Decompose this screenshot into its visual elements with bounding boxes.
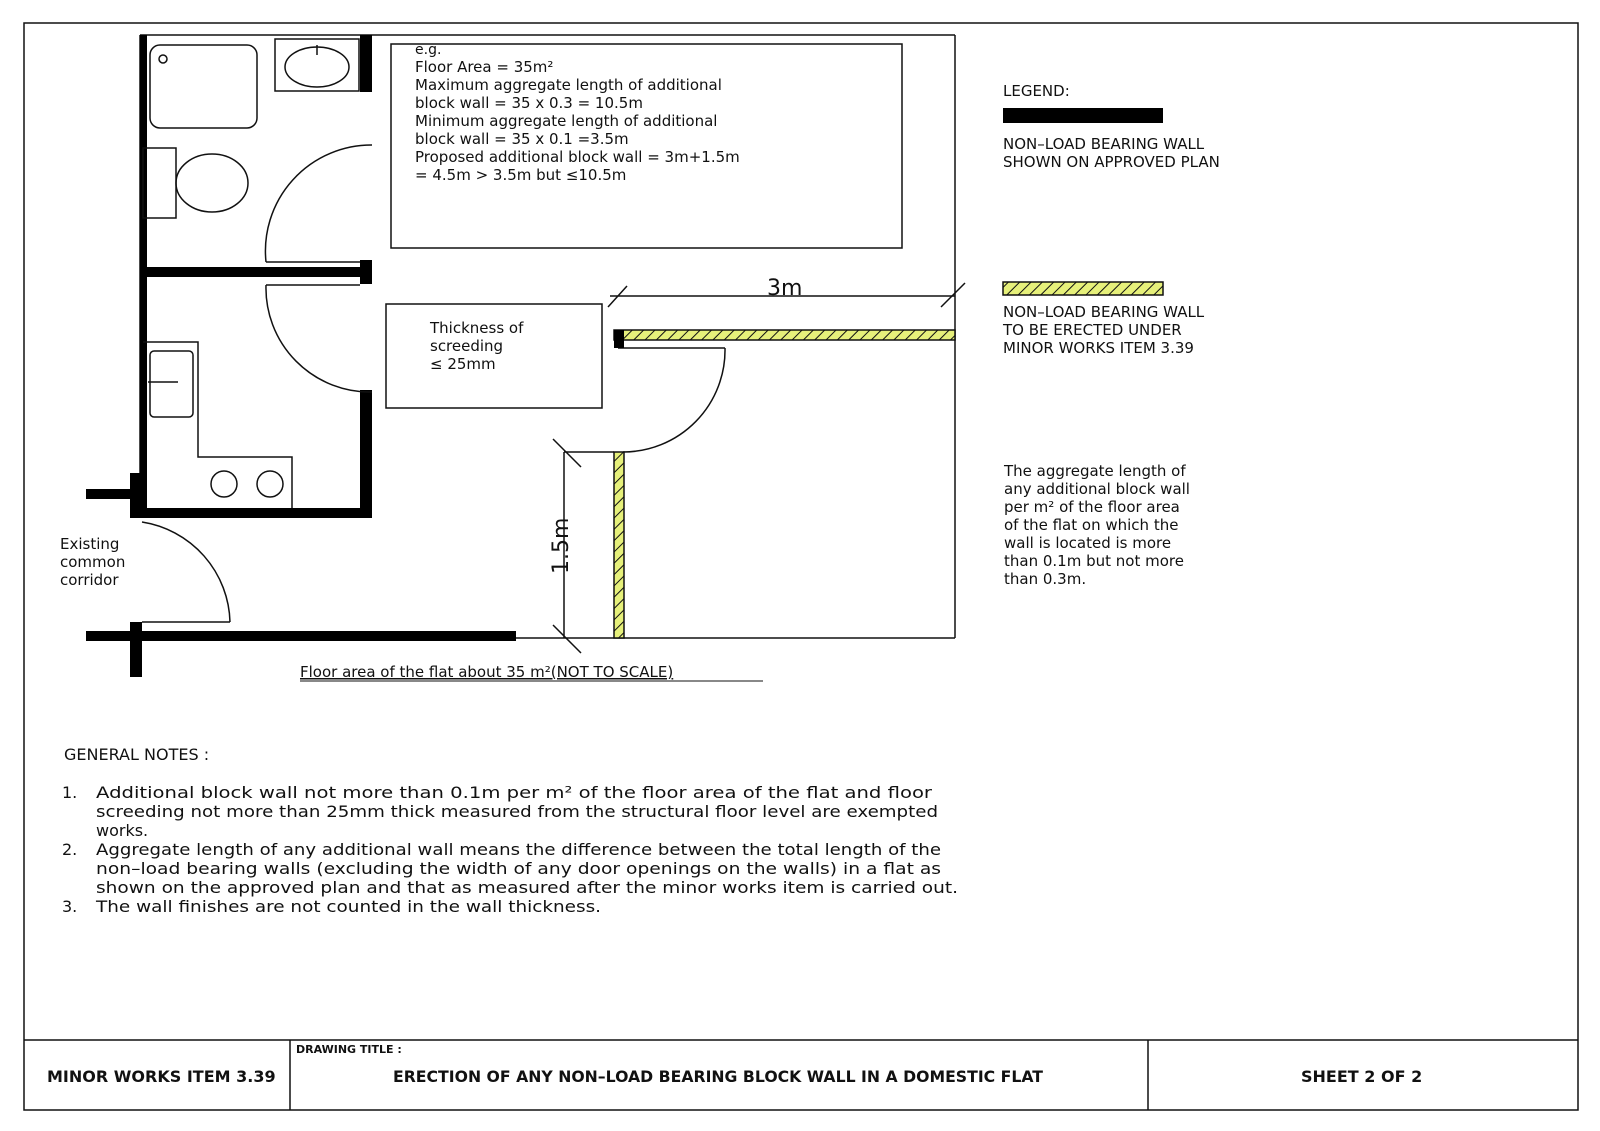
- note-number: 1.: [62, 783, 78, 802]
- note-number: 3.: [62, 897, 78, 916]
- new-wall-horizontal: [614, 330, 955, 340]
- svg-text:any additional block wall: any additional block wall: [1004, 480, 1190, 498]
- legend-existing-wall-swatch: [1003, 108, 1163, 123]
- svg-text:common: common: [60, 553, 126, 571]
- legend-new-wall-swatch: [1003, 282, 1163, 295]
- calc-line: block wall = 35 x 0.1 =3.5m: [415, 130, 629, 148]
- screeding-line: Thickness of: [430, 319, 524, 337]
- corridor-label: [60, 535, 125, 589]
- calc-line: e.g.: [415, 42, 442, 58]
- drawing-title-label: DRAWING TITLE :: [296, 1043, 402, 1056]
- general-notes-title: GENERAL NOTES :: [64, 745, 210, 764]
- legend-new-line: TO BE ERECTED UNDER: [1003, 321, 1182, 339]
- legend-existing-line: SHOWN ON APPROVED PLAN: [1003, 153, 1220, 171]
- note-line: The wall finishes are not counted in the wall thickness.: [94, 897, 601, 916]
- note-line: Aggregate length of any additional wall means the difference between the total length of the: [96, 840, 941, 859]
- legend-existing-line: NON–LOAD BEARING WALL: [1003, 135, 1205, 153]
- door-swings: [142, 145, 725, 622]
- dimension-1.5m-label: 1.5m: [549, 517, 574, 574]
- hob-ring: [211, 471, 237, 497]
- calc-line: Proposed additional block wall = 3m+1.5m: [415, 148, 740, 166]
- svg-text:than 0.3m.: than 0.3m.: [1004, 570, 1087, 588]
- legend-new-line: NON–LOAD BEARING WALL: [1003, 303, 1205, 321]
- svg-text:The aggregate length of: The aggregate length of: [1004, 462, 1186, 480]
- existing-wall-stub: [614, 330, 624, 348]
- svg-text:Existing: Existing: [60, 535, 120, 553]
- legend-note: [1003, 462, 1190, 588]
- svg-text:of the flat on which the: of the flat on which the: [1004, 516, 1179, 534]
- kitchen-fixtures: [143, 342, 292, 508]
- sheet-number: SHEET 2 OF 2: [1301, 1067, 1423, 1086]
- calc-line: Floor Area = 35m²: [415, 58, 554, 76]
- note-line: works.: [96, 821, 149, 840]
- legend-new-line: MINOR WORKS ITEM 3.39: [1003, 339, 1194, 357]
- svg-text:than 0.1m but not more: than 0.1m but not more: [1004, 552, 1184, 570]
- sheet-border: [24, 23, 1578, 1110]
- general-notes: [62, 745, 958, 916]
- minor-works-item: MINOR WORKS ITEM 3.39: [47, 1067, 276, 1086]
- screeding-text: [429, 319, 524, 373]
- title-block: [24, 1040, 1578, 1110]
- screeding-line: ≤ 25mm: [430, 355, 496, 373]
- toilet-cistern: [143, 148, 176, 218]
- svg-text:wall is located is more: wall is located is more: [1004, 534, 1172, 552]
- note-line: non–load bearing walls (excluding the width of any door openings on the walls) in a flat as: [96, 859, 941, 878]
- calc-line: Minimum aggregate length of additional: [415, 112, 718, 130]
- svg-text:corridor: corridor: [60, 571, 119, 589]
- calc-line: = 4.5m > 3.5m but ≤10.5m: [415, 166, 627, 184]
- calc-line: block wall = 35 x 0.3 = 10.5m: [415, 94, 643, 112]
- note-line: screeding not more than 25mm thick measured from the structural floor level are exempted: [96, 802, 938, 821]
- note-line: shown on the approved plan and that as measured after the minor works item is carried out.: [96, 878, 958, 897]
- calc-line: Maximum aggregate length of additional: [415, 76, 722, 94]
- legend: [1002, 82, 1220, 588]
- drawing-title: ERECTION OF ANY NON–LOAD BEARING BLOCK WALL IN A DOMESTIC FLAT: [393, 1067, 1044, 1086]
- hob-ring: [257, 471, 283, 497]
- kitchen-sink: [150, 351, 193, 417]
- svg-text:per m² of the floor area: per m² of the floor area: [1004, 498, 1180, 516]
- note-number: 2.: [62, 840, 78, 859]
- bathroom-fixtures: [143, 39, 359, 218]
- calculation-text: [415, 42, 740, 184]
- plan-caption: Floor area of the flat about 35 m²(NOT TO SCALE): [300, 663, 674, 681]
- screeding-line: screeding: [430, 337, 504, 355]
- dimension-3m-label: 3m: [767, 276, 803, 301]
- note-line: Additional block wall not more than 0.1m per m² of the floor area of the flat and floor: [96, 783, 933, 802]
- new-wall-vertical: [614, 452, 624, 638]
- legend-title: LEGEND:: [1003, 82, 1070, 100]
